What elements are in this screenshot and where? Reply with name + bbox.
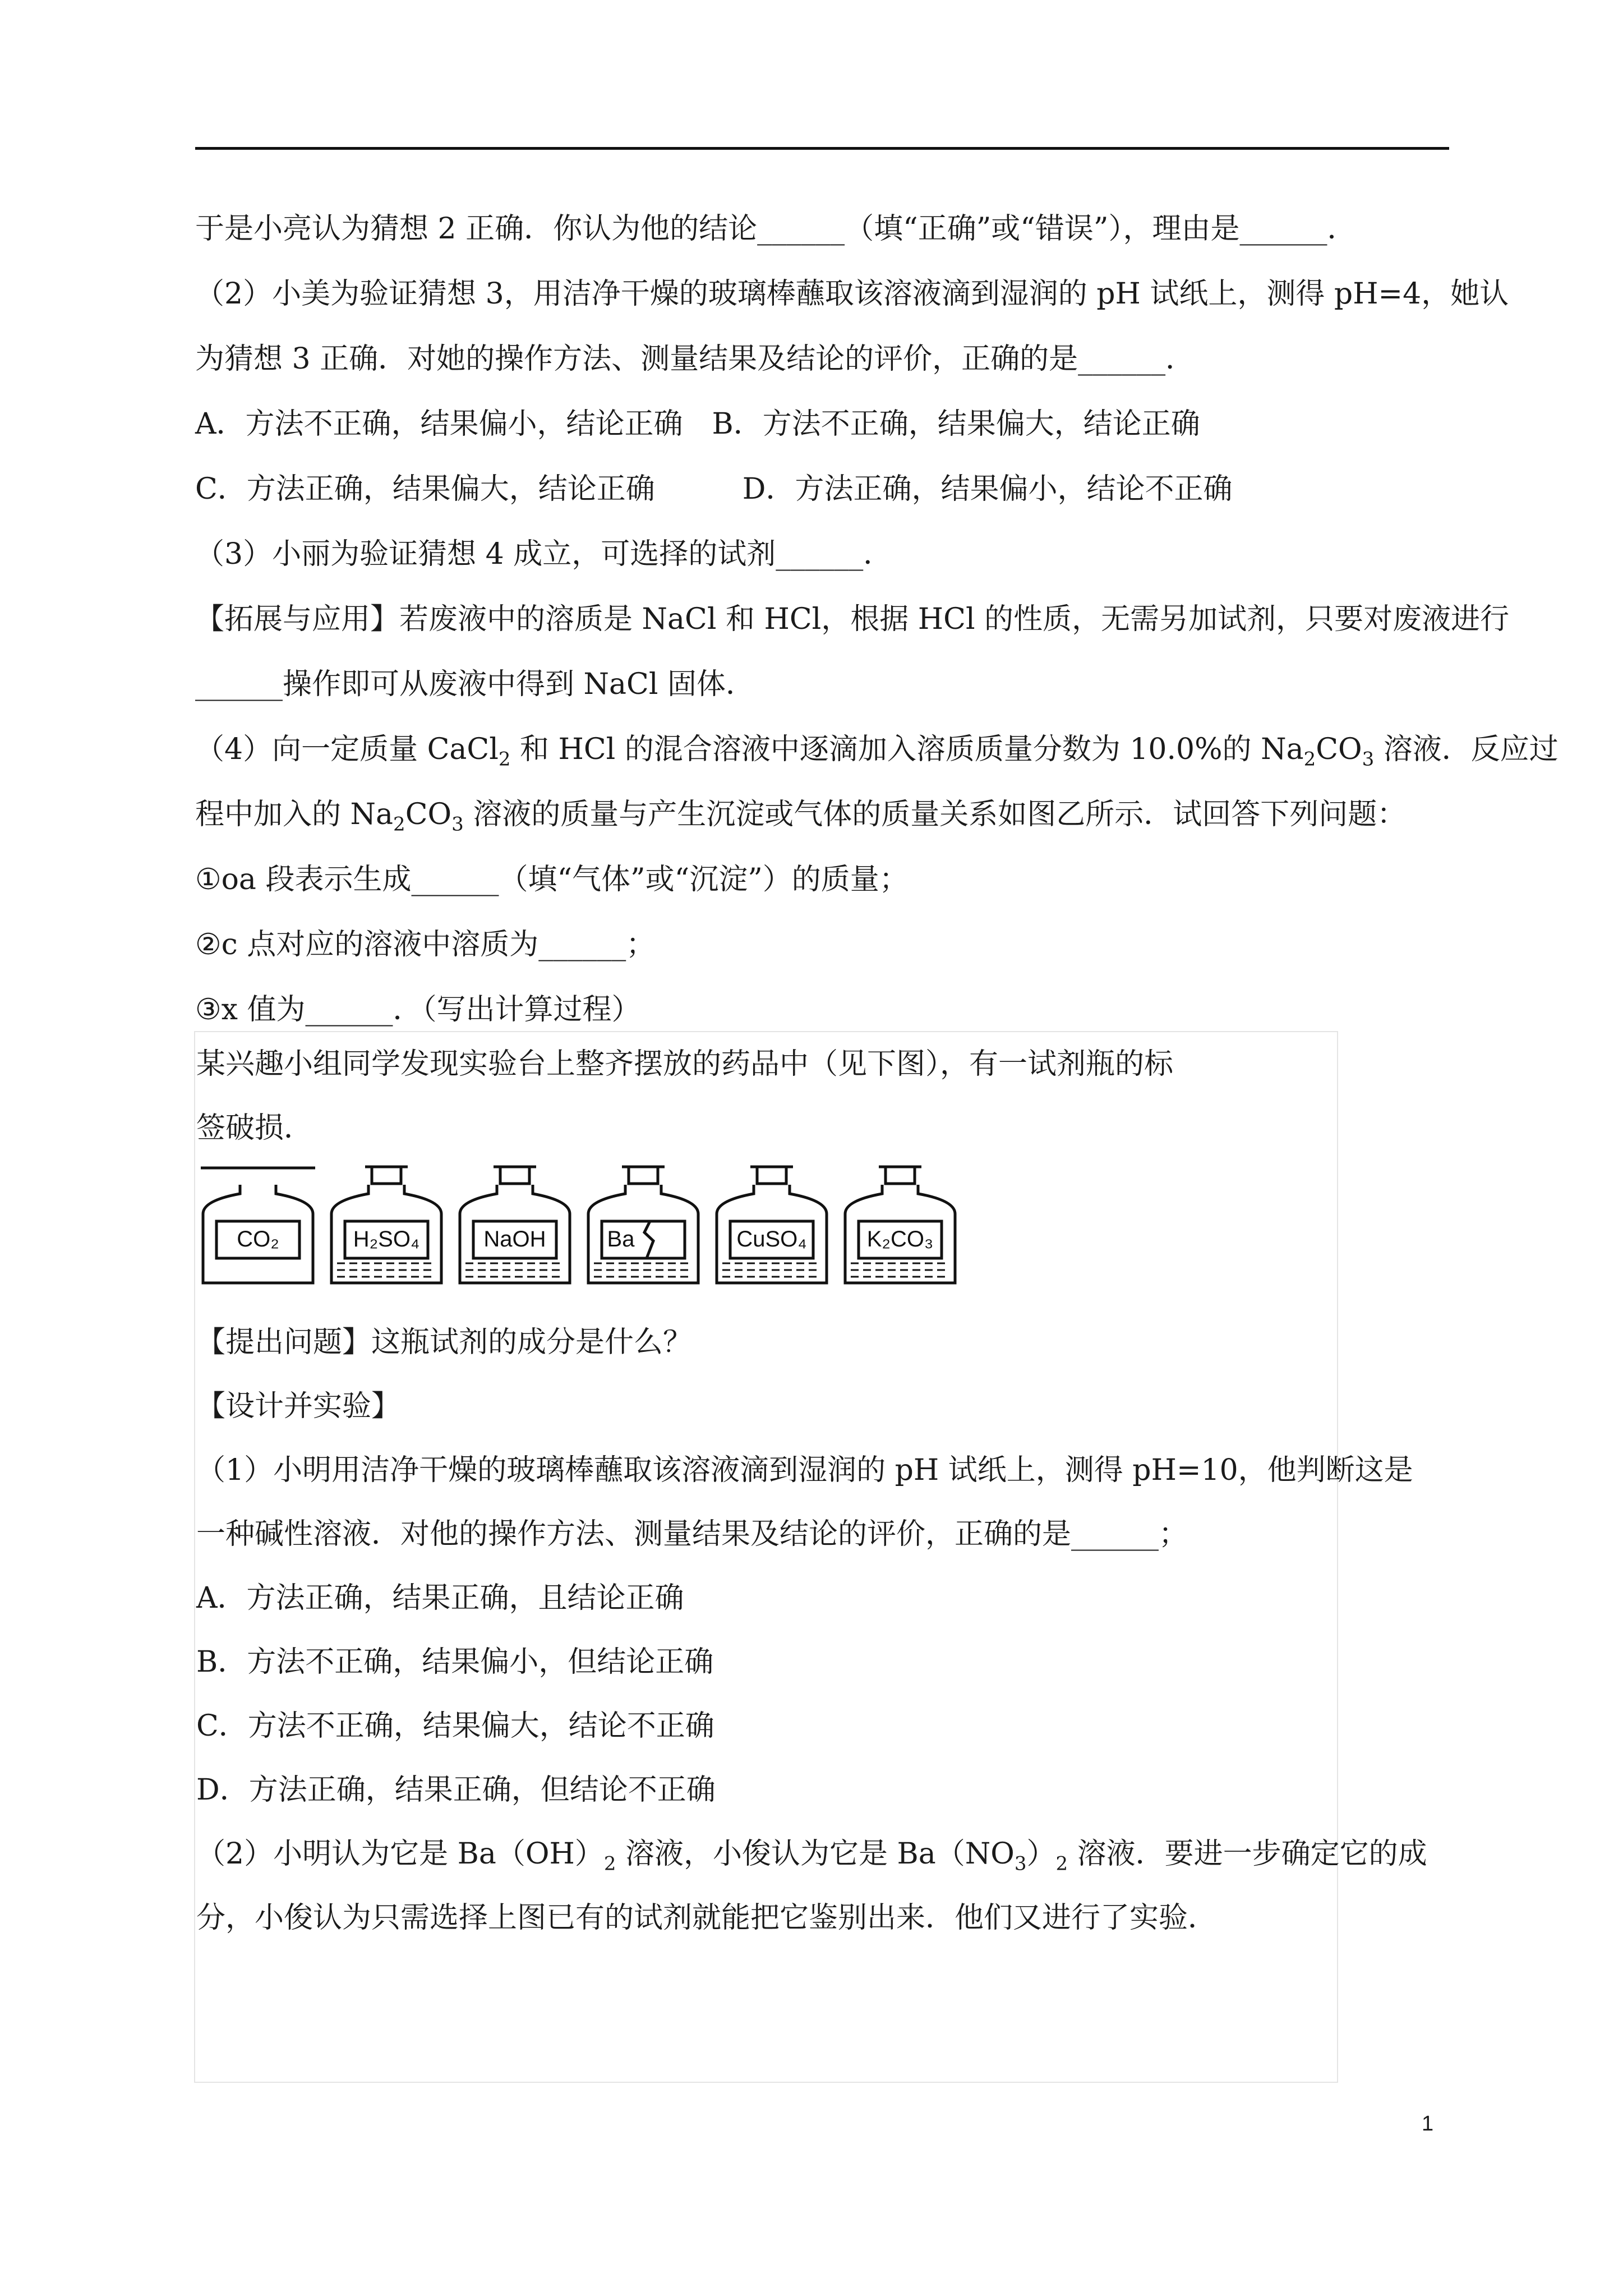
bottle-stopper	[886, 1167, 915, 1184]
text-line	[196, 1822, 1427, 1886]
bottle-label: K₂CO₃	[866, 1227, 934, 1251]
subscript: 2	[603, 1852, 616, 1875]
text-line: 一种碱性溶液．对他的操作方法、测量结果及结论的评价，正确的是______；	[196, 1517, 1188, 1551]
bottle-stopper	[500, 1167, 529, 1184]
text-line: ③x 值为______．（写出计算过程）	[195, 993, 641, 1027]
bottle	[588, 1167, 698, 1283]
text-span: CO	[1316, 733, 1362, 766]
text-line: 为猜想 3 正确．对她的操作方法、测量结果及结论的评价，正确的是______．	[195, 342, 1195, 376]
header-rule	[195, 147, 1449, 150]
bottle	[201, 1168, 315, 1283]
text-line: ①oa 段表示生成______（填“气体”或“沉淀”）的质量；	[195, 863, 909, 896]
text-span: CO	[405, 798, 452, 831]
bottle-label: CuSO₄	[736, 1227, 807, 1251]
bottle	[845, 1167, 955, 1283]
text-line: 【拓展与应用】若废液中的溶质是 NaCl 和 HCl，根据 HCl 的性质，无需另加试剂，只要对废液进行	[195, 602, 1510, 636]
subscript: 2	[393, 813, 405, 836]
text-line: ②c 点对应的溶液中溶质为______；	[195, 928, 656, 961]
bottle-label: NaOH	[483, 1227, 546, 1251]
page-number: 1	[1422, 2112, 1434, 2136]
text-line: 于是小亮认为猜想 2 正确．你认为他的结论______（填“正确”或“错误”），理由是______．	[195, 212, 1357, 246]
upper-text	[195, 196, 1559, 1042]
text-span: 溶液，小俊认为它是 Ba（NO	[616, 1837, 1015, 1871]
bottle-outline	[588, 1185, 698, 1283]
subscript: 2	[1055, 1852, 1068, 1875]
bottle-label: CO₂	[237, 1227, 279, 1251]
box-content	[196, 1032, 1427, 1950]
subscript: 2	[498, 748, 511, 771]
text-line: C．方法正确，结果偏大，结论正确 D．方法正确，结果偏小，结论不正确	[195, 472, 1233, 506]
text-line	[195, 717, 1559, 782]
text-line: 某兴趣小组同学发现实验台上整齐摆放的药品中（见下图），有一试剂瓶的标	[196, 1047, 1174, 1081]
text-line: 【设计并实验】	[196, 1389, 401, 1423]
option-c: C．方法不正确，结果偏大，结论不正确	[196, 1709, 714, 1743]
bottle-stopper	[372, 1167, 401, 1184]
text-line: 分，小俊认为只需选择上图已有的试剂就能把它鉴别出来．他们又进行了实验．	[196, 1901, 1218, 1935]
bottle-label: H₂SO₄	[353, 1227, 420, 1251]
text-span: 程中加入的 Na	[195, 798, 394, 831]
text-line: ______操作即可从废液中得到 NaCl 固体．	[195, 668, 755, 701]
bottle-stopper	[757, 1167, 786, 1184]
text-span: 和 HCl 的混合溶液中逐滴加入溶质质量分数为 10.0%的 Na	[510, 733, 1304, 766]
subscript: 2	[1303, 748, 1316, 771]
text-line: （3）小丽为验证猜想 4 成立，可选择的试剂______．	[195, 537, 893, 571]
text-span: 溶液．反应过	[1374, 733, 1559, 766]
text-line: A．方法不正确，结果偏小，结论正确 B．方法不正确，结果偏大，结论正确	[195, 407, 1200, 441]
subscript: 3	[451, 813, 464, 836]
text-line: 签破损．	[196, 1111, 313, 1145]
bottle	[331, 1167, 441, 1283]
bottle-label: Ba	[607, 1227, 635, 1251]
bottle	[460, 1167, 570, 1283]
reagent-bottles-figure	[199, 1162, 1141, 1286]
bottle-stopper	[629, 1167, 658, 1184]
text-span: （2）小明认为它是 Ba（OH）	[196, 1837, 604, 1871]
subscript: 3	[1014, 1852, 1027, 1875]
text-line: （2）小美为验证猜想 3，用洁净干燥的玻璃棒蘸取该溶液滴到湿润的 pH 试纸上，测得 pH=4，她认	[195, 277, 1509, 311]
text-span: 溶液．要进一步确定它的成	[1068, 1837, 1427, 1871]
bottle	[717, 1167, 827, 1283]
option-d: D．方法正确，结果正确，但结论不正确	[196, 1773, 716, 1807]
option-a: A．方法正确，结果正确，且结论正确	[196, 1581, 684, 1615]
option-b: B．方法不正确，结果偏小，但结论正确	[196, 1645, 714, 1679]
subscript: 3	[1362, 748, 1375, 771]
text-line	[195, 782, 1449, 847]
text-line: 【提出问题】这瓶试剂的成分是什么？	[196, 1326, 693, 1359]
text-span: （4）向一定质量 CaCl	[195, 733, 499, 766]
text-span: ）	[1026, 1837, 1056, 1871]
torn-edge	[644, 1221, 653, 1258]
text-span: 溶液的质量与产生沉淀或气体的质量关系如图乙所示．试回答下列问题：	[463, 798, 1407, 831]
question-box	[194, 1031, 1427, 2083]
text-line: （1）小明用洁净干燥的玻璃棒蘸取该溶液滴到湿润的 pH 试纸上，测得 pH=10，他判断这是	[196, 1453, 1413, 1487]
